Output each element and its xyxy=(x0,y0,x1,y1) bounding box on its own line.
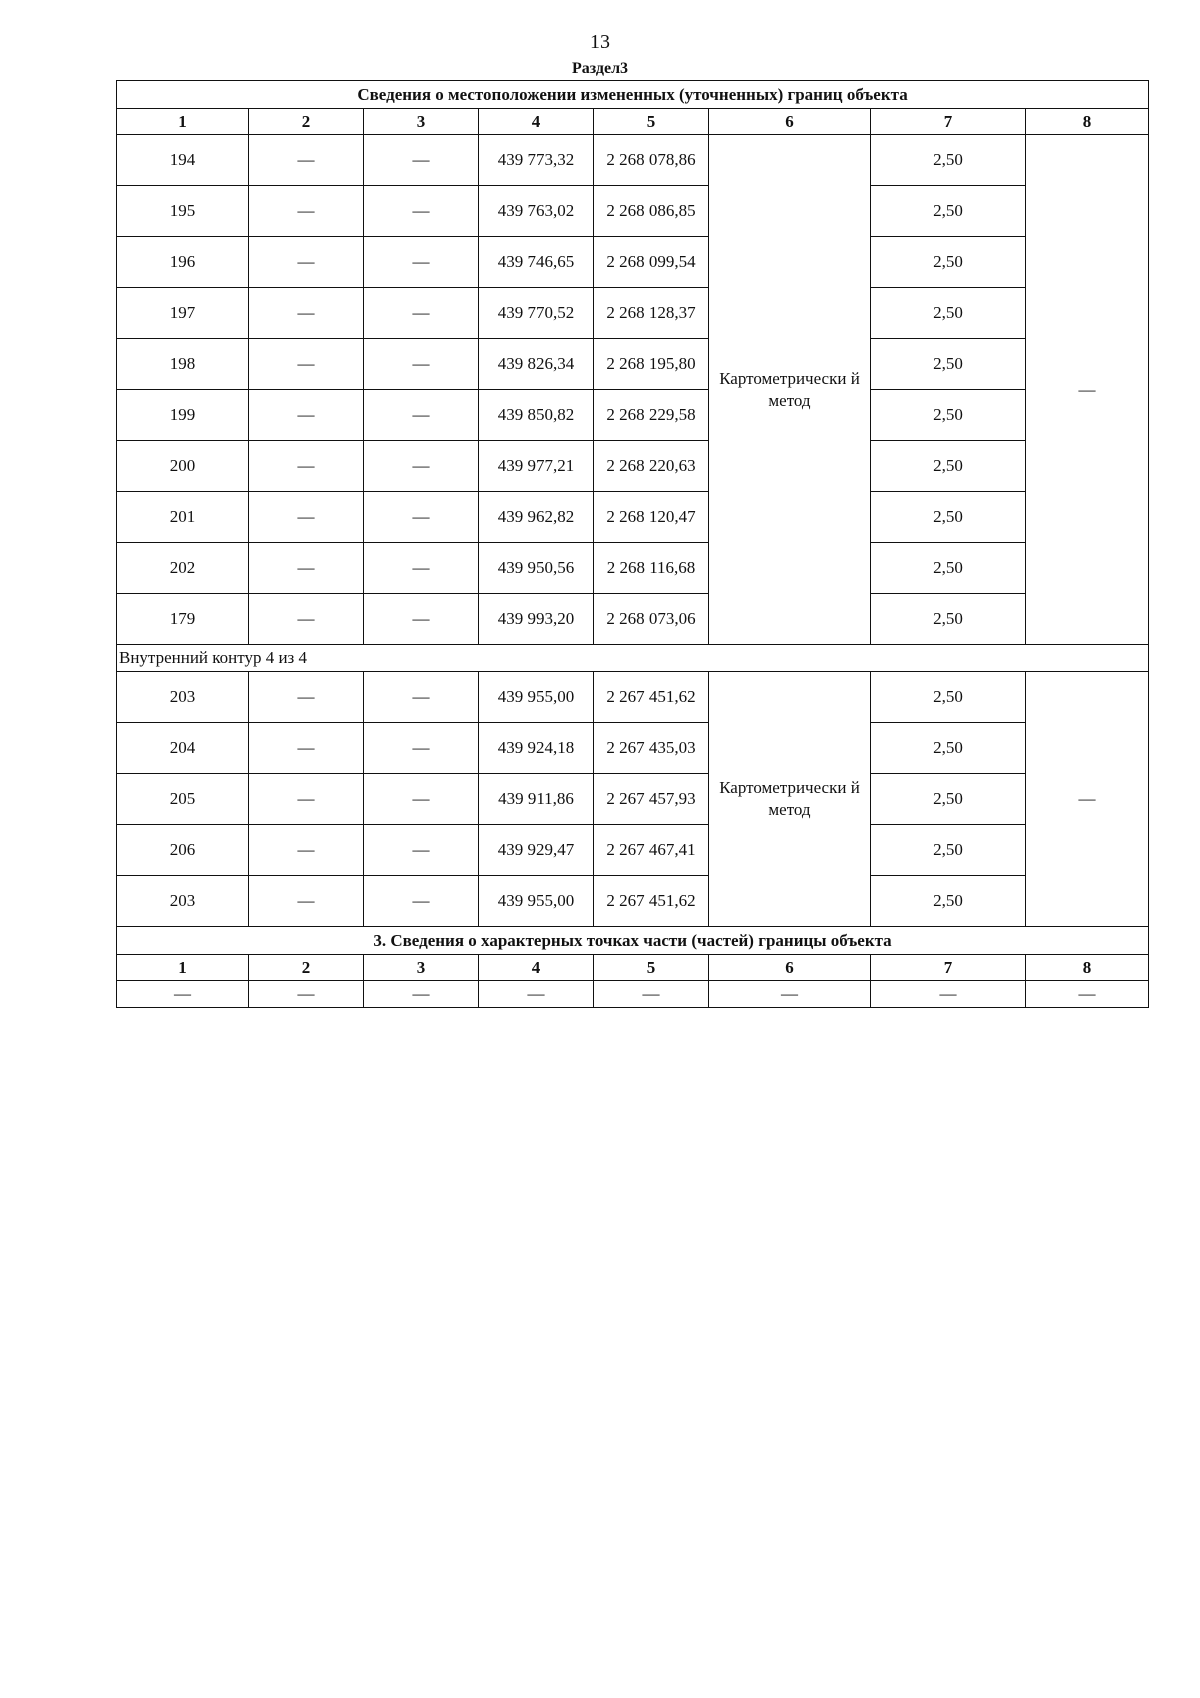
col3-value: — xyxy=(364,594,479,645)
table-row xyxy=(117,288,1149,339)
accuracy-value: 2,50 xyxy=(871,186,1026,237)
table-row xyxy=(117,774,1149,825)
column-number: 8 xyxy=(1026,109,1149,135)
col3-value: — xyxy=(364,186,479,237)
y-coordinate: 2 267 451,62 xyxy=(594,672,709,723)
col2-value: — xyxy=(249,339,364,390)
x-coordinate: 439 955,00 xyxy=(479,672,594,723)
col3-value: — xyxy=(364,672,479,723)
column-number: 3 xyxy=(364,109,479,135)
x-coordinate: 439 911,86 xyxy=(479,774,594,825)
col2-value: — xyxy=(249,135,364,186)
col3-value: — xyxy=(364,543,479,594)
point-number: 206 xyxy=(117,825,249,876)
x-coordinate: 439 924,18 xyxy=(479,723,594,774)
accuracy-value: 2,50 xyxy=(871,288,1026,339)
col3-value: — xyxy=(364,492,479,543)
column-number: 4 xyxy=(479,955,594,981)
table-row xyxy=(117,492,1149,543)
x-coordinate: 439 955,00 xyxy=(479,876,594,927)
y-coordinate: 2 268 195,80 xyxy=(594,339,709,390)
col3-value: — xyxy=(364,774,479,825)
x-coordinate: 439 770,52 xyxy=(479,288,594,339)
point-number: 203 xyxy=(117,672,249,723)
empty-cell: — xyxy=(594,981,709,1008)
column-number: 1 xyxy=(117,955,249,981)
y-coordinate: 2 268 073,06 xyxy=(594,594,709,645)
section3-title-row xyxy=(117,927,1149,955)
column-number: 5 xyxy=(594,109,709,135)
col2-value: — xyxy=(249,876,364,927)
column-number-row xyxy=(117,955,1149,981)
y-coordinate: 2 267 435,03 xyxy=(594,723,709,774)
table-row xyxy=(117,825,1149,876)
column-number: 2 xyxy=(249,109,364,135)
section3-empty-row xyxy=(117,981,1149,1008)
contour-label: Внутренний контур 4 из 4 xyxy=(117,645,1149,672)
col3-value: — xyxy=(364,723,479,774)
y-coordinate: 2 267 457,93 xyxy=(594,774,709,825)
section3-title: 3. Сведения о характерных точках части (частей) границы объекта xyxy=(117,927,1149,955)
point-number: 194 xyxy=(117,135,249,186)
table-row xyxy=(117,543,1149,594)
empty-cell: — xyxy=(709,981,871,1008)
column-number: 3 xyxy=(364,955,479,981)
table-row xyxy=(117,135,1149,186)
col3-value: — xyxy=(364,441,479,492)
table-row xyxy=(117,390,1149,441)
empty-cell: — xyxy=(479,981,594,1008)
x-coordinate: 439 962,82 xyxy=(479,492,594,543)
point-number: 203 xyxy=(117,876,249,927)
col2-value: — xyxy=(249,672,364,723)
point-number: 198 xyxy=(117,339,249,390)
col3-value: — xyxy=(364,876,479,927)
column-number: 1 xyxy=(117,109,249,135)
accuracy-value: 2,50 xyxy=(871,492,1026,543)
empty-cell: — xyxy=(249,981,364,1008)
x-coordinate: 439 977,21 xyxy=(479,441,594,492)
point-number: 179 xyxy=(117,594,249,645)
col2-value: — xyxy=(249,594,364,645)
accuracy-value: 2,50 xyxy=(871,237,1026,288)
accuracy-value: 2,50 xyxy=(871,441,1026,492)
x-coordinate: 439 746,65 xyxy=(479,237,594,288)
col8-cell: — xyxy=(1026,135,1149,645)
col3-value: — xyxy=(364,825,479,876)
column-number: 4 xyxy=(479,109,594,135)
y-coordinate: 2 268 116,68 xyxy=(594,543,709,594)
col3-value: — xyxy=(364,288,479,339)
x-coordinate: 439 950,56 xyxy=(479,543,594,594)
coordinates-table xyxy=(116,80,1149,1008)
empty-cell: — xyxy=(1026,981,1149,1008)
y-coordinate: 2 268 120,47 xyxy=(594,492,709,543)
table-row xyxy=(117,723,1149,774)
col3-value: — xyxy=(364,135,479,186)
method-cell: Картометрически й метод xyxy=(709,135,871,645)
y-coordinate: 2 268 128,37 xyxy=(594,288,709,339)
table-row xyxy=(117,186,1149,237)
accuracy-value: 2,50 xyxy=(871,594,1026,645)
col2-value: — xyxy=(249,288,364,339)
col2-value: — xyxy=(249,825,364,876)
y-coordinate: 2 268 099,54 xyxy=(594,237,709,288)
col2-value: — xyxy=(249,543,364,594)
accuracy-value: 2,50 xyxy=(871,390,1026,441)
point-number: 195 xyxy=(117,186,249,237)
method-cell: Картометрически й метод xyxy=(709,672,871,927)
point-number: 202 xyxy=(117,543,249,594)
y-coordinate: 2 268 086,85 xyxy=(594,186,709,237)
x-coordinate: 439 929,47 xyxy=(479,825,594,876)
contour-row xyxy=(117,645,1149,672)
col2-value: — xyxy=(249,237,364,288)
col2-value: — xyxy=(249,492,364,543)
col3-value: — xyxy=(364,390,479,441)
point-number: 197 xyxy=(117,288,249,339)
column-number: 8 xyxy=(1026,955,1149,981)
empty-cell: — xyxy=(364,981,479,1008)
point-number: 205 xyxy=(117,774,249,825)
table-row xyxy=(117,339,1149,390)
empty-cell: — xyxy=(871,981,1026,1008)
x-coordinate: 439 763,02 xyxy=(479,186,594,237)
col2-value: — xyxy=(249,441,364,492)
x-coordinate: 439 826,34 xyxy=(479,339,594,390)
column-number: 2 xyxy=(249,955,364,981)
table-title: Сведения о местоположении измененных (уточненных) границ объекта xyxy=(117,81,1149,109)
col2-value: — xyxy=(249,723,364,774)
column-number-row xyxy=(117,109,1149,135)
col3-value: — xyxy=(364,339,479,390)
y-coordinate: 2 267 467,41 xyxy=(594,825,709,876)
accuracy-value: 2,50 xyxy=(871,339,1026,390)
accuracy-value: 2,50 xyxy=(871,876,1026,927)
col2-value: — xyxy=(249,186,364,237)
column-number: 5 xyxy=(594,955,709,981)
table-row xyxy=(117,441,1149,492)
accuracy-value: 2,50 xyxy=(871,774,1026,825)
x-coordinate: 439 850,82 xyxy=(479,390,594,441)
accuracy-value: 2,50 xyxy=(871,543,1026,594)
column-number: 7 xyxy=(871,109,1026,135)
point-number: 196 xyxy=(117,237,249,288)
col2-value: — xyxy=(249,774,364,825)
point-number: 201 xyxy=(117,492,249,543)
point-number: 204 xyxy=(117,723,249,774)
table-row xyxy=(117,594,1149,645)
x-coordinate: 439 993,20 xyxy=(479,594,594,645)
accuracy-value: 2,50 xyxy=(871,672,1026,723)
col3-value: — xyxy=(364,237,479,288)
accuracy-value: 2,50 xyxy=(871,825,1026,876)
col2-value: — xyxy=(249,390,364,441)
point-number: 200 xyxy=(117,441,249,492)
accuracy-value: 2,50 xyxy=(871,723,1026,774)
y-coordinate: 2 268 078,86 xyxy=(594,135,709,186)
x-coordinate: 439 773,32 xyxy=(479,135,594,186)
y-coordinate: 2 268 229,58 xyxy=(594,390,709,441)
y-coordinate: 2 268 220,63 xyxy=(594,441,709,492)
column-number: 6 xyxy=(709,109,871,135)
y-coordinate: 2 267 451,62 xyxy=(594,876,709,927)
point-number: 199 xyxy=(117,390,249,441)
page-number: 13 xyxy=(590,31,610,53)
empty-cell: — xyxy=(117,981,249,1008)
column-number: 7 xyxy=(871,955,1026,981)
column-number: 6 xyxy=(709,955,871,981)
table-row xyxy=(117,672,1149,723)
col8-cell: — xyxy=(1026,672,1149,927)
section-title: Раздел3 xyxy=(571,60,629,77)
accuracy-value: 2,50 xyxy=(871,135,1026,186)
table-row xyxy=(117,876,1149,927)
table-row xyxy=(117,237,1149,288)
